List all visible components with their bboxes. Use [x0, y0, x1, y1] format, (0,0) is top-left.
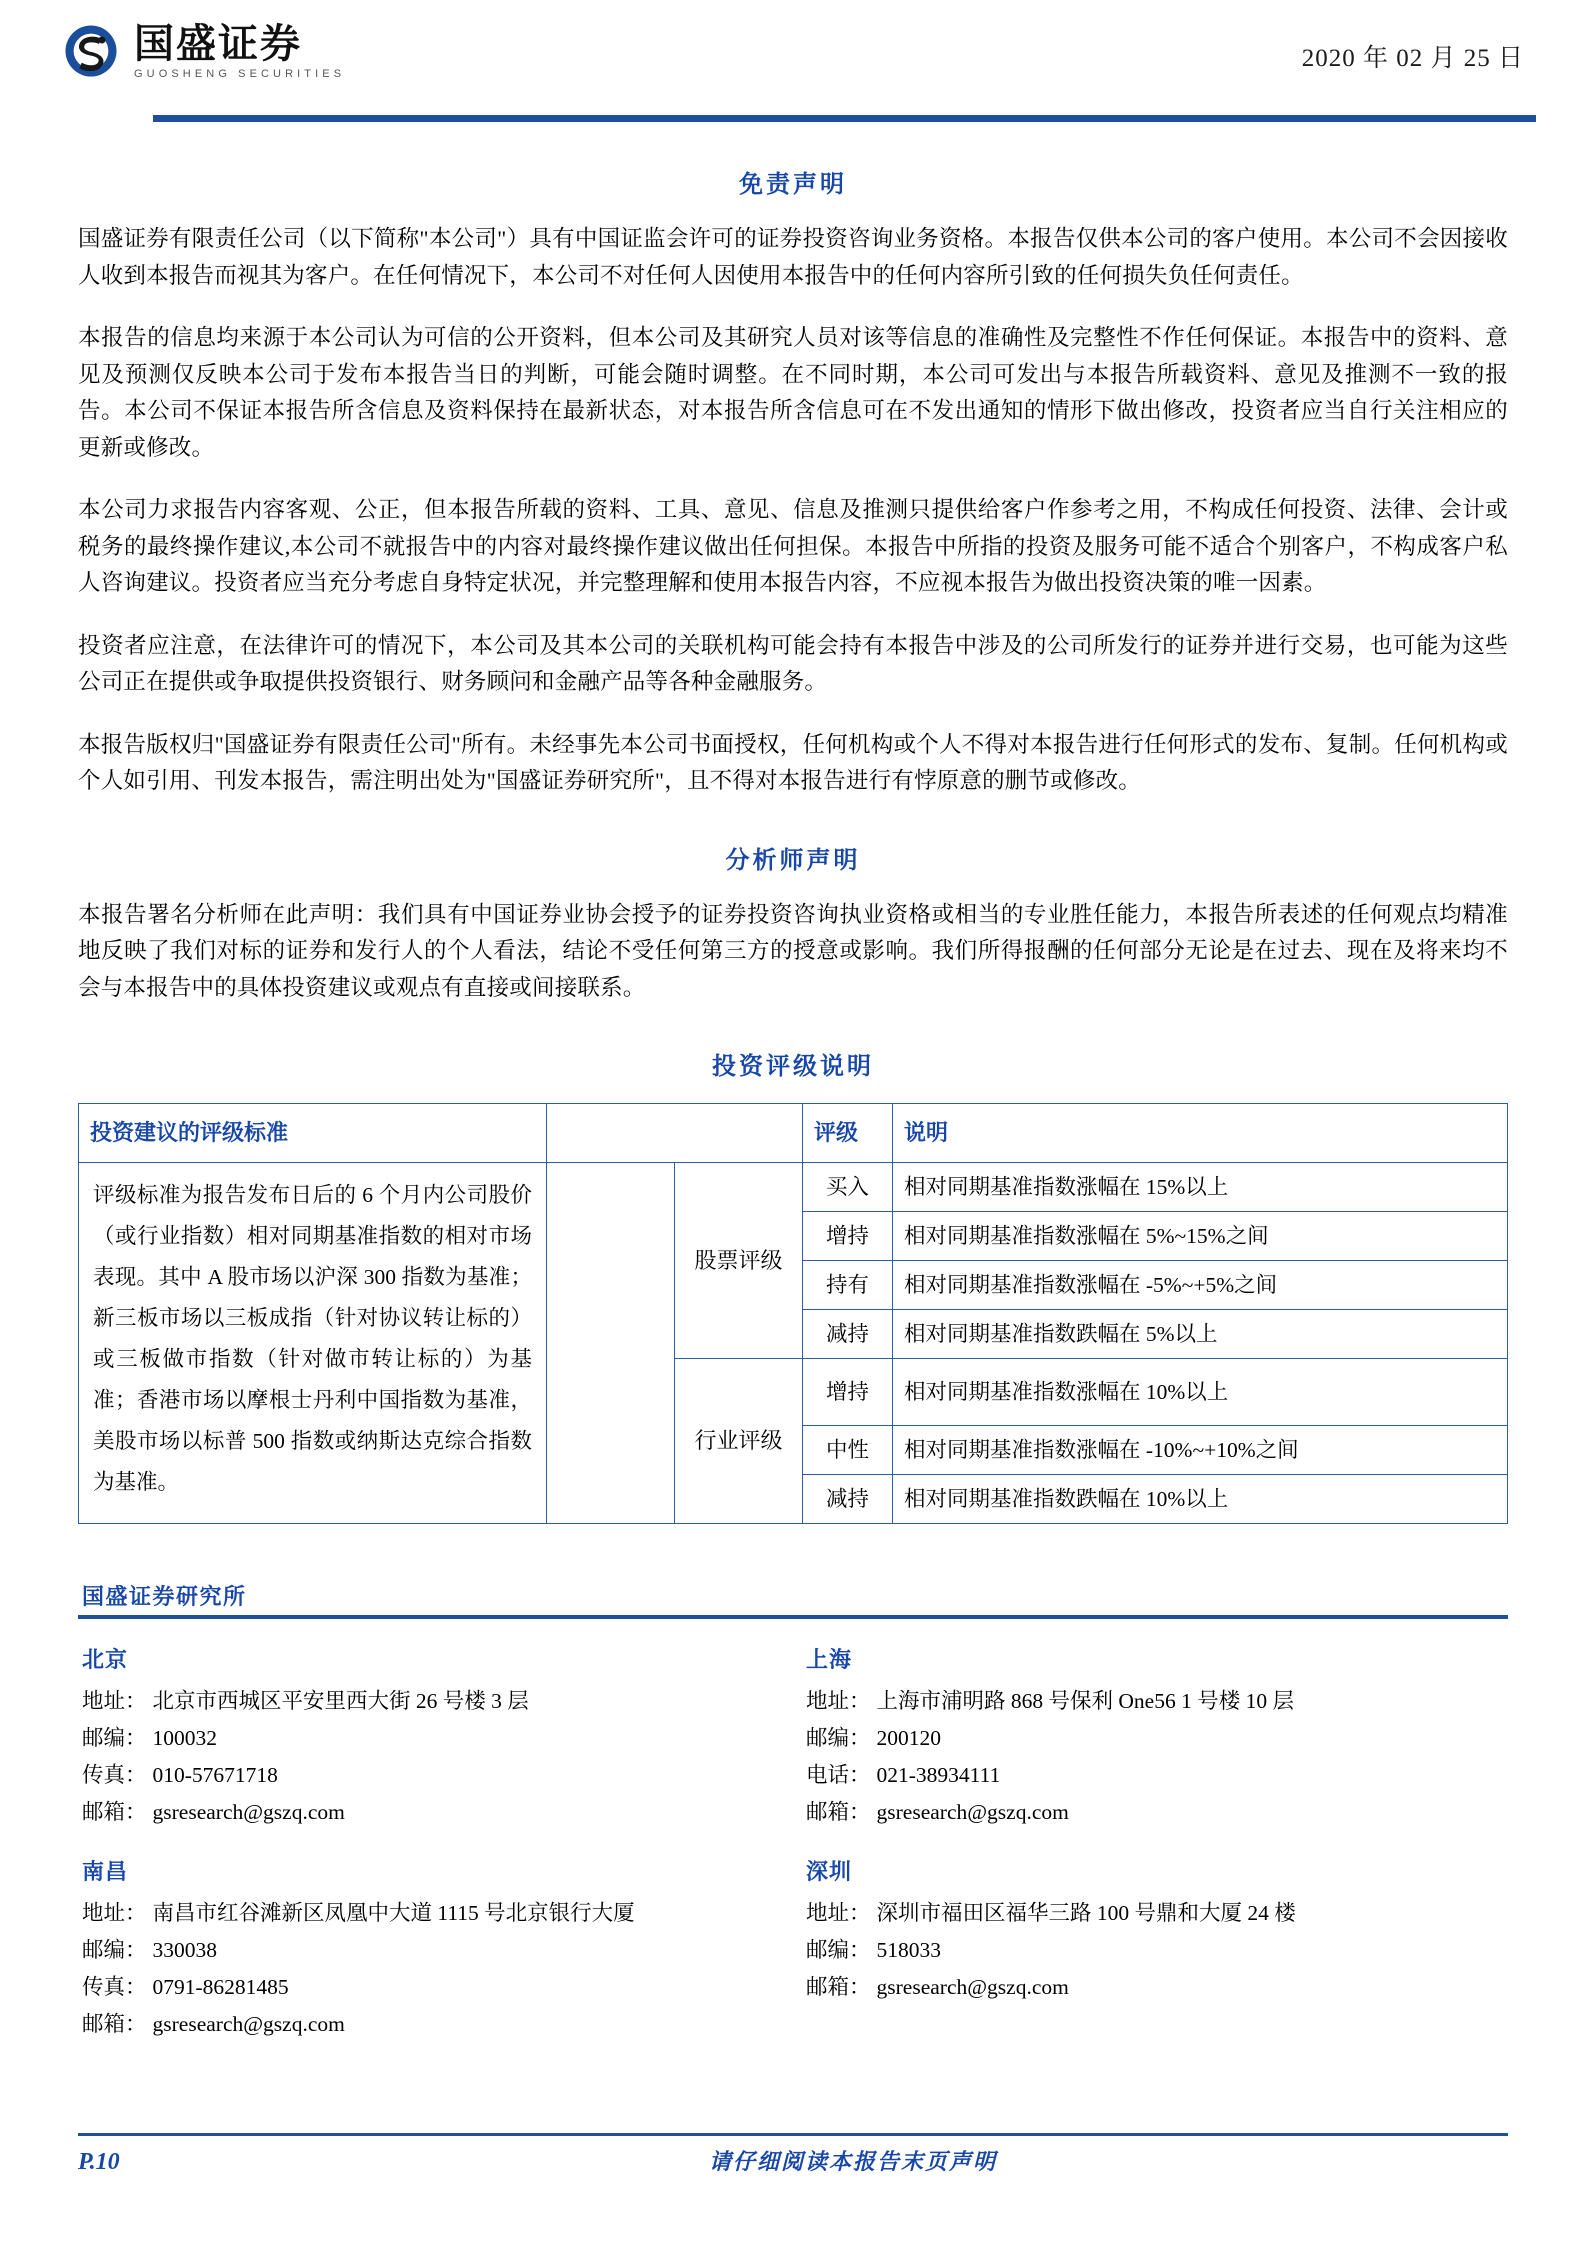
page-number: P.10	[78, 2149, 120, 2175]
company-logo	[62, 0, 345, 80]
office-detail-line	[806, 1757, 1508, 1794]
footer-note: 请仔细阅读本报告末页声明	[708, 2149, 997, 2174]
office-detail-line	[82, 2006, 784, 2043]
disclaimer-paragraph: 投资者应注意，在法律许可的情况下，本公司及其本公司的关联机构可能会持有本报告中涉及的公司所发行的证券并进行交易，也可能为这些公司正在提供或争取提供投资银行、财务顾问和金融产品等各种金融服务。	[78, 632, 1508, 694]
disclaimer-paragraph: 本公司力求报告内容客观、公正，但本报告所载的资料、工具、意见、信息及推测只提供给客户作参考之用，不构成任何投资、法律、会计或税务的最终操作建议,本公司不就报告中的内容对最终操作建议做出任何担保。本报告中所指的投资及服务可能不适合个别客户，不构成客户私人咨询建议。投资者应当充分考虑自身特定状况，并完整理解和使用本报告内容，不应视本报告为做出投资决策的唯一因素。	[78, 497, 1508, 595]
office-detail-value: 200120	[876, 1726, 942, 1750]
header-criteria: 投资建议的评级标准	[79, 1104, 547, 1163]
office-detail-line	[82, 1683, 784, 1720]
office-detail-label: 邮编：	[806, 1726, 871, 1750]
table-header-row	[79, 1104, 1508, 1163]
office-detail-line	[82, 1757, 784, 1794]
rating-label: 持有	[803, 1261, 893, 1310]
disclaimer-paragraph: 本报告版权归"国盛证券有限责任公司"所有。未经事先本公司书面授权，任何机构或个人不得对本报告进行任何形式的发布、复制。任何机构或个人如引用、刊发本报告，需注明出处为"国盛证券研究所"，且不得对本报告进行有悖原意的删节或修改。	[78, 731, 1508, 793]
rating-label: 减持	[803, 1475, 893, 1524]
office-city: 深圳	[806, 1859, 853, 1884]
rating-description: 相对同期基准指数跌幅在 5%以上	[893, 1310, 1508, 1359]
office-block-shenzhen	[802, 1845, 1508, 2057]
office-block-beijing	[78, 1633, 784, 1845]
page-content	[0, 164, 1586, 2057]
office-detail-label: 地址：	[806, 1901, 871, 1925]
rating-label: 增持	[803, 1359, 893, 1426]
office-detail-label: 传真：	[82, 1975, 147, 1999]
table-row	[79, 1163, 1508, 1212]
header-divider	[153, 115, 1536, 122]
office-email[interactable]: gsresearch@gszq.com	[152, 2012, 345, 2036]
office-detail-label: 邮编：	[82, 1938, 147, 1962]
footer-divider	[78, 2133, 1508, 2136]
office-contacts-grid	[78, 1633, 1508, 2057]
group-label-stock: 股票评级	[675, 1163, 803, 1359]
office-detail-label: 地址：	[806, 1689, 871, 1713]
page-footer	[78, 2133, 1508, 2176]
rating-label: 减持	[803, 1310, 893, 1359]
report-date: 2020 年 02 月 25 日	[1301, 45, 1524, 72]
header-blank	[547, 1104, 803, 1163]
rating-description: 相对同期基准指数涨幅在 10%以上	[893, 1359, 1508, 1426]
rating-description: 相对同期基准指数跌幅在 10%以上	[893, 1475, 1508, 1524]
office-detail-label: 邮编：	[82, 1726, 147, 1750]
office-detail-value: 330038	[152, 1938, 218, 1962]
office-detail-value: 0791-86281485	[152, 1975, 289, 1999]
page-header	[0, 0, 1586, 118]
institute-divider	[78, 1615, 1508, 1619]
investment-rating-table	[78, 1103, 1508, 1524]
office-detail-value: 010-57671718	[152, 1763, 278, 1787]
analyst-statement-title: 分析师声明	[725, 847, 861, 874]
office-detail-line	[806, 1683, 1508, 1720]
rating-description: 相对同期基准指数涨幅在 15%以上	[893, 1163, 1508, 1212]
office-block-shanghai	[802, 1633, 1508, 1845]
office-detail-line	[82, 1969, 784, 2006]
office-email[interactable]: gsresearch@gszq.com	[152, 1800, 345, 1824]
office-detail-value: 深圳市福田区福华三路 100 号鼎和大厦 24 楼	[876, 1901, 1296, 1925]
institute-name: 国盛证券研究所	[82, 1584, 247, 1609]
rating-description: 相对同期基准指数涨幅在 -10%~+10%之间	[893, 1426, 1508, 1475]
research-institute-block	[78, 1580, 1508, 2057]
office-city: 上海	[806, 1647, 853, 1672]
office-detail-label: 邮箱：	[806, 1800, 871, 1824]
logo-text	[134, 20, 346, 80]
rating-label: 增持	[803, 1212, 893, 1261]
rating-description: 相对同期基准指数涨幅在 5%~15%之间	[893, 1212, 1508, 1261]
office-detail-label: 电话：	[806, 1763, 871, 1787]
rating-description: 相对同期基准指数涨幅在 -5%~+5%之间	[893, 1261, 1508, 1310]
office-city: 南昌	[82, 1859, 129, 1884]
office-detail-label: 传真：	[82, 1763, 147, 1787]
office-detail-label: 邮箱：	[82, 2012, 147, 2036]
office-detail-line	[806, 1895, 1508, 1932]
office-detail-line	[806, 1720, 1508, 1757]
rating-criteria-text: 评级标准为报告发布日后的 6 个月内公司股价（或行业指数）相对同期基准指数的相对市场表现。其中 A 股市场以沪深 300 指数为基准；新三板市场以三板成指（针对协议转让标的）或三板做市指数（针对做市转让标的）为基准；香港市场以摩根士丹利中国指数为基准，美股市场以标普 500 指数或纳斯达克综合指数为基准。	[79, 1163, 547, 1524]
office-detail-label: 地址：	[82, 1901, 147, 1925]
office-detail-line	[806, 1794, 1508, 1831]
brand-name-en: GUOSHENG SECURITIES	[134, 67, 346, 80]
office-detail-line	[82, 1794, 784, 1831]
office-detail-label: 邮箱：	[806, 1975, 871, 1999]
office-detail-value: 南昌市红谷滩新区凤凰中大道 1115 号北京银行大厦	[152, 1901, 635, 1925]
rating-label: 买入	[803, 1163, 893, 1212]
disclaimer-paragraph: 本报告的信息均来源于本公司认为可信的公开资料，但本公司及其研究人员对该等信息的准确性及完整性不作任何保证。本报告中的资料、意见及预测仅反映本公司于发布本报告当日的判断，可能会随时调整。在不同时期，本公司可发出与本报告所载资料、意见及推测不一致的报告。本公司不保证本报告所含信息及资料保持在最新状态，对本报告所含信息可在不发出通知的情形下做出修改，投资者应当自行关注相应的更新或修改。	[78, 325, 1508, 460]
header-description: 说明	[893, 1104, 1508, 1163]
office-email[interactable]: gsresearch@gszq.com	[876, 1975, 1069, 1999]
analyst-statement-paragraph: 本报告署名分析师在此声明：我们具有中国证券业协会授予的证券投资咨询执业资格或相当的专业胜任能力，本报告所表述的任何观点均精准地反映了我们对标的证券和发行人的个人看法，结论不受任何第三方的授意或影响。我们所得报酬的任何部分无论是在过去、现在及将来均不会与本报告中的具体投资建议或观点有直接或间接联系。	[78, 901, 1508, 1000]
disclaimer-paragraph: 国盛证券有限责任公司（以下简称"本公司"）具有中国证监会许可的证券投资咨询业务资格。本报告仅供本公司的客户使用。本公司不会因接收人收到本报告而视其为客户。在任何情况下，本公司不对任何人因使用本报告中的任何内容所引致的任何损失负任何责任。	[78, 226, 1508, 288]
footer-row	[78, 2145, 1508, 2176]
office-block-nanchang	[78, 1845, 784, 2057]
office-detail-value: 518033	[876, 1938, 942, 1962]
office-detail-label: 邮编：	[806, 1938, 871, 1962]
office-detail-label: 邮箱：	[82, 1800, 147, 1824]
disclaimer-title: 免责声明	[739, 172, 847, 198]
header-rating: 评级	[803, 1104, 893, 1163]
office-detail-value: 北京市西城区平安里西大街 26 号楼 3 层	[152, 1689, 529, 1713]
office-detail-line	[82, 1720, 784, 1757]
office-detail-line	[82, 1895, 784, 1932]
office-detail-line	[82, 1932, 784, 1969]
rating-label: 中性	[803, 1426, 893, 1475]
office-detail-value: 100032	[152, 1726, 218, 1750]
office-detail-value: 上海市浦明路 868 号保利 One56 1 号楼 10 层	[876, 1689, 1294, 1713]
guosheng-logo-icon	[62, 22, 120, 80]
office-city: 北京	[82, 1647, 129, 1672]
office-detail-value: 021-38934111	[876, 1763, 1001, 1787]
office-detail-label: 地址：	[82, 1689, 147, 1713]
rating-section-title: 投资评级说明	[712, 1054, 874, 1080]
group-label-industry: 行业评级	[675, 1359, 803, 1524]
office-detail-line	[806, 1932, 1508, 1969]
brand-name-cn: 国盛证券	[134, 20, 302, 66]
office-detail-line	[806, 1969, 1508, 2006]
office-email[interactable]: gsresearch@gszq.com	[876, 1800, 1069, 1824]
spacer-cell	[547, 1163, 675, 1524]
